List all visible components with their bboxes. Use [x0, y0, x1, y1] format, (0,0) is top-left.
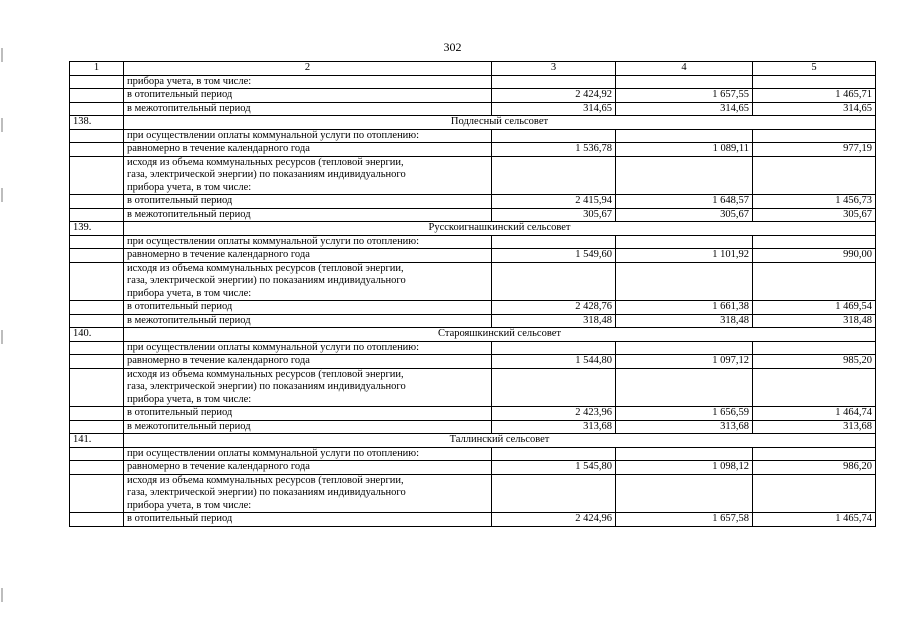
section-header-row	[70, 116, 876, 130]
row-label: равномерно в течение календарного года	[124, 461, 492, 475]
table-row	[70, 301, 876, 315]
row-label: в межотопительный период	[124, 420, 492, 434]
value-col4: 1 097,12	[616, 355, 753, 369]
value-col3: 2 428,76	[492, 301, 616, 315]
page-number: 302	[443, 40, 462, 54]
table-row	[70, 407, 876, 421]
value-col5: 314,65	[753, 102, 876, 116]
table-row	[70, 129, 876, 143]
table-row	[70, 249, 876, 263]
table-row	[70, 368, 876, 407]
value-col5: 1 465,71	[753, 89, 876, 103]
value-col5: 1 465,74	[753, 513, 876, 527]
row-label-line: газа, электрической энергии) по показаниям индивидуального	[127, 275, 406, 286]
column-header: 5	[753, 62, 876, 76]
section-title: Подлесный сельсовет	[124, 116, 876, 130]
value-col4: 1 098,12	[616, 461, 753, 475]
row-label: в отопительный период	[124, 407, 492, 421]
value-col3: 2 415,94	[492, 195, 616, 209]
value-col4: 318,48	[616, 314, 753, 328]
value-col5	[753, 75, 876, 89]
row-label: в межотопительный период	[124, 314, 492, 328]
row-label: в межотопительный период	[124, 102, 492, 116]
table-row	[70, 314, 876, 328]
value-col4: 305,67	[616, 208, 753, 222]
value-col3: 305,67	[492, 208, 616, 222]
table-row	[70, 143, 876, 157]
row-label: в отопительный период	[124, 301, 492, 315]
section-title: Таллинский сельсовет	[124, 434, 876, 448]
value-col5: 1 464,74	[753, 407, 876, 421]
row-label: в отопительный период	[124, 89, 492, 103]
value-col5: 977,19	[753, 143, 876, 157]
value-col3: 1 544,80	[492, 355, 616, 369]
section-number: 139.	[70, 222, 124, 236]
row-label-line: исходя из объема коммунальных ресурсов (тепловой энергии,	[127, 156, 404, 168]
row-label-line: газа, электрической энергии) по показаниям индивидуального	[127, 381, 406, 392]
row-label-line: прибора учета, в том числе:	[127, 287, 252, 299]
table-row	[70, 195, 876, 209]
value-col3: 1 549,60	[492, 249, 616, 263]
value-col5: 1 469,54	[753, 301, 876, 315]
value-col4: 1 101,92	[616, 249, 753, 263]
scan-edge-mark	[1, 330, 3, 344]
section-number: 138.	[70, 116, 124, 130]
section-header-row	[70, 434, 876, 448]
table-row	[70, 420, 876, 434]
table-row	[70, 341, 876, 355]
value-col5: 1 456,73	[753, 195, 876, 209]
section-title: Старояшкинский сельсовет	[124, 328, 876, 342]
value-col3	[492, 75, 616, 89]
column-header: 3	[492, 62, 616, 76]
section-number: 141.	[70, 434, 124, 448]
section-title: Русскоигнашкинский сельсовет	[124, 222, 876, 236]
row-label	[124, 474, 492, 513]
row-label-line: исходя из объема коммунальных ресурсов (тепловой энергии,	[127, 368, 404, 380]
value-col3: 2 424,92	[492, 89, 616, 103]
section-number: 140.	[70, 328, 124, 342]
value-col3: 1 545,80	[492, 461, 616, 475]
value-col5: 990,00	[753, 249, 876, 263]
row-label: прибора учета, в том числе:	[124, 75, 492, 89]
value-col4: 1 661,38	[616, 301, 753, 315]
value-col3: 1 536,78	[492, 143, 616, 157]
table-row	[70, 75, 876, 89]
row-label: при осуществлении оплаты коммунальной услуги по отоплению:	[124, 235, 492, 249]
scan-edge-mark	[1, 118, 3, 132]
value-col5: 986,20	[753, 461, 876, 475]
table-row	[70, 235, 876, 249]
value-col4: 1 648,57	[616, 195, 753, 209]
value-col4: 1 657,55	[616, 89, 753, 103]
row-label: в межотопительный период	[124, 208, 492, 222]
table-row	[70, 447, 876, 461]
column-header: 2	[124, 62, 492, 76]
table-row	[70, 513, 876, 527]
table-row	[70, 474, 876, 513]
value-col3: 318,48	[492, 314, 616, 328]
table-row	[70, 355, 876, 369]
value-col4: 1 089,11	[616, 143, 753, 157]
row-label-line: исходя из объема коммунальных ресурсов (тепловой энергии,	[127, 262, 404, 274]
value-col3: 2 424,96	[492, 513, 616, 527]
column-header: 4	[616, 62, 753, 76]
value-col3: 2 423,96	[492, 407, 616, 421]
row-label	[124, 156, 492, 195]
row-label: равномерно в течение календарного года	[124, 143, 492, 157]
row-label-line: газа, электрической энергии) по показаниям индивидуального	[127, 169, 406, 180]
column-header: 1	[70, 62, 124, 76]
row-label: при осуществлении оплаты коммунальной услуги по отоплению:	[124, 341, 492, 355]
table-row	[70, 89, 876, 103]
scan-edge-mark	[1, 188, 3, 202]
tariff-table	[69, 61, 876, 527]
row-label: равномерно в течение календарного года	[124, 355, 492, 369]
row-label	[124, 262, 492, 301]
table-row	[70, 102, 876, 116]
value-col4	[616, 75, 753, 89]
value-col4: 1 657,58	[616, 513, 753, 527]
table-row	[70, 262, 876, 301]
value-col5: 318,48	[753, 314, 876, 328]
row-label: при осуществлении оплаты коммунальной услуги по отоплению:	[124, 129, 492, 143]
value-col5: 305,67	[753, 208, 876, 222]
row-label: при осуществлении оплаты коммунальной услуги по отоплению:	[124, 447, 492, 461]
row-label-line: прибора учета, в том числе:	[127, 393, 252, 405]
row-label: равномерно в течение календарного года	[124, 249, 492, 263]
row-label-line: прибора учета, в том числе:	[127, 499, 252, 511]
table-row	[70, 461, 876, 475]
row-label: в отопительный период	[124, 195, 492, 209]
value-col3: 313,68	[492, 420, 616, 434]
table-row	[70, 208, 876, 222]
value-col4: 313,68	[616, 420, 753, 434]
table-row	[70, 156, 876, 195]
row-label: в отопительный период	[124, 513, 492, 527]
value-col4: 314,65	[616, 102, 753, 116]
value-col5: 985,20	[753, 355, 876, 369]
value-col3: 314,65	[492, 102, 616, 116]
section-header-row	[70, 328, 876, 342]
scan-edge-mark	[1, 588, 3, 602]
value-col5: 313,68	[753, 420, 876, 434]
row-label-line: газа, электрической энергии) по показаниям индивидуального	[127, 487, 406, 498]
row-label-line: прибора учета, в том числе:	[127, 181, 252, 193]
column-header-row	[70, 62, 876, 76]
section-header-row	[70, 222, 876, 236]
row-label-line: исходя из объема коммунальных ресурсов (тепловой энергии,	[127, 474, 404, 486]
row-label	[124, 368, 492, 407]
value-col4: 1 656,59	[616, 407, 753, 421]
